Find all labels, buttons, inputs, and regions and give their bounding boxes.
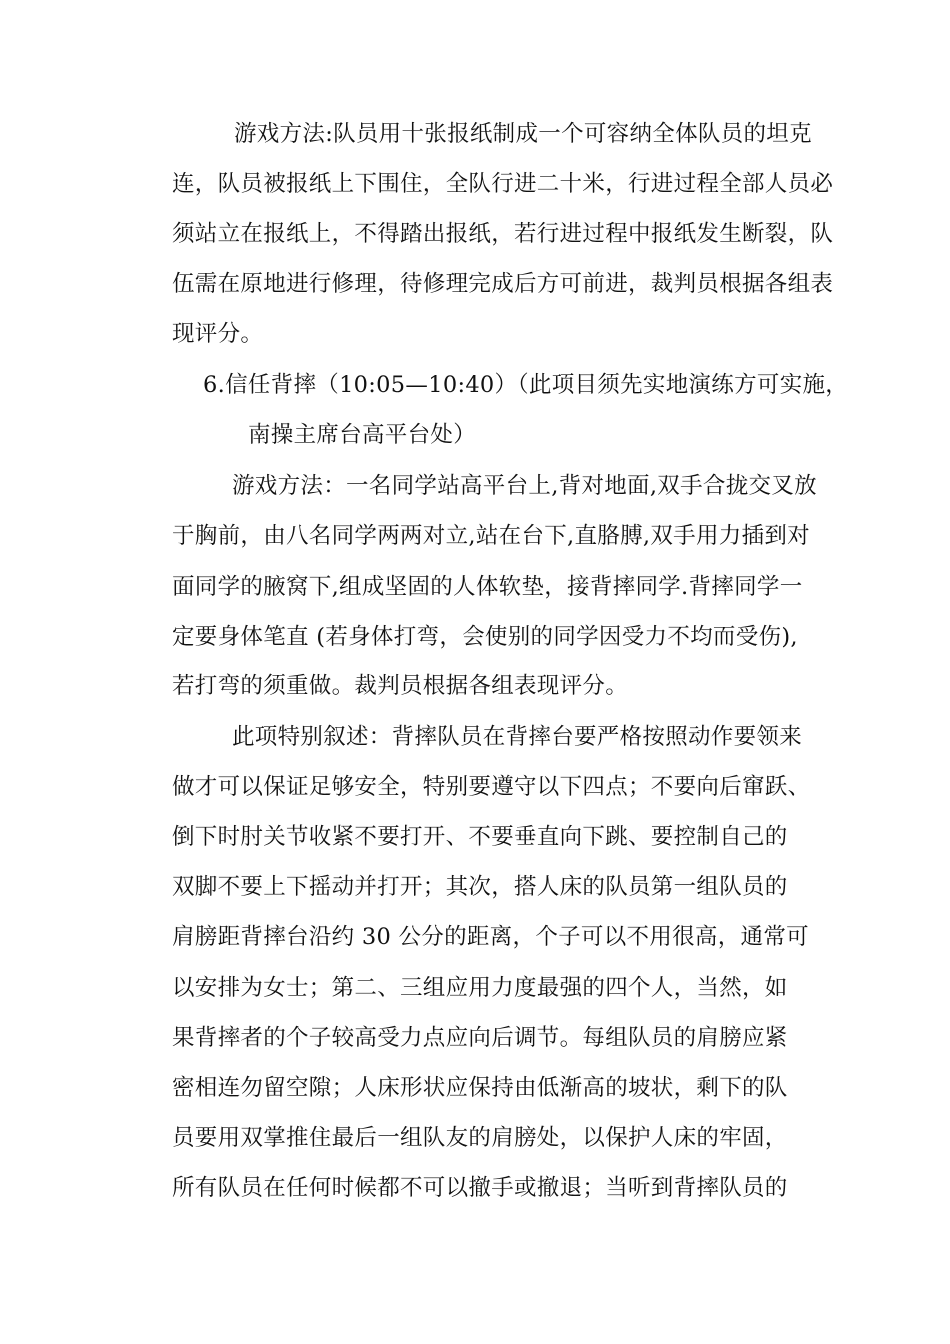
paragraph-line: 密相连勿留空隙；人床形状应保持由低渐高的坡状，剩下的队	[172, 1075, 788, 1101]
paragraph-line: 以安排为女士；第二、三组应用力度最强的四个人，当然，如	[172, 975, 788, 1001]
paragraph-line: 连，队员被报纸上下围住，全队行进二十米，行进过程全部人员必	[172, 171, 834, 197]
section-heading: 6.信任背摔（10:05—10:40）（此项目须先实地演练方可实施，	[203, 372, 849, 398]
paragraph-line: 此项特别叙述：背摔队员在背摔台要严格按照动作要领来	[232, 724, 803, 750]
paragraph-line: 双脚不要上下摇动并打开；其次，搭人床的队员第一组队员的	[172, 874, 788, 900]
paragraph-line: 游戏方法：一名同学站高平台上,背对地面,双手合拢交叉放	[232, 473, 817, 499]
paragraph-line: 伍需在原地进行修理，待修理完成后方可前进，裁判员根据各组表	[172, 271, 834, 297]
section-heading-continuation: 南操主席台高平台处）	[248, 422, 477, 448]
paragraph-line: 果背摔者的个子较高受力点应向后调节。每组队员的肩膀应紧	[172, 1025, 788, 1051]
paragraph-line: 倒下时肘关节收紧不要打开、不要垂直向下跳、要控制自己的	[172, 824, 788, 850]
paragraph-line: 员要用双掌推住最后一组队友的肩膀处，以保护人床的牢固，	[172, 1125, 788, 1151]
paragraph-line: 定要身体笔直 (若身体打弯，会使别的同学因受力不均而受伤),	[172, 624, 798, 650]
paragraph-line: 现评分。	[172, 321, 264, 347]
paragraph-line: 做才可以保证足够安全，特别要遵守以下四点；不要向后窜跃、	[172, 774, 811, 800]
paragraph-line: 须站立在报纸上，不得踏出报纸，若行进过程中报纸发生断裂，队	[172, 221, 834, 247]
paragraph-line: 面同学的腋窝下,组成坚固的人体软垫，接背摔同学.背摔同学一	[172, 574, 803, 600]
paragraph-line: 于胸前，由八名同学两两对立,站在台下,直胳膊,双手用力插到对	[172, 523, 810, 549]
paragraph-line: 若打弯的须重做。裁判员根据各组表现评分。	[172, 673, 629, 699]
paragraph-line: 肩膀距背摔台沿约 30 公分的距离，个子可以不用很高，通常可	[172, 924, 809, 950]
paragraph-line: 游戏方法:队员用十张报纸制成一个可容纳全体队员的坦克	[234, 121, 812, 147]
paragraph-line: 所有队员在任何时候都不可以撤手或撤退；当听到背摔队员的	[172, 1175, 788, 1201]
